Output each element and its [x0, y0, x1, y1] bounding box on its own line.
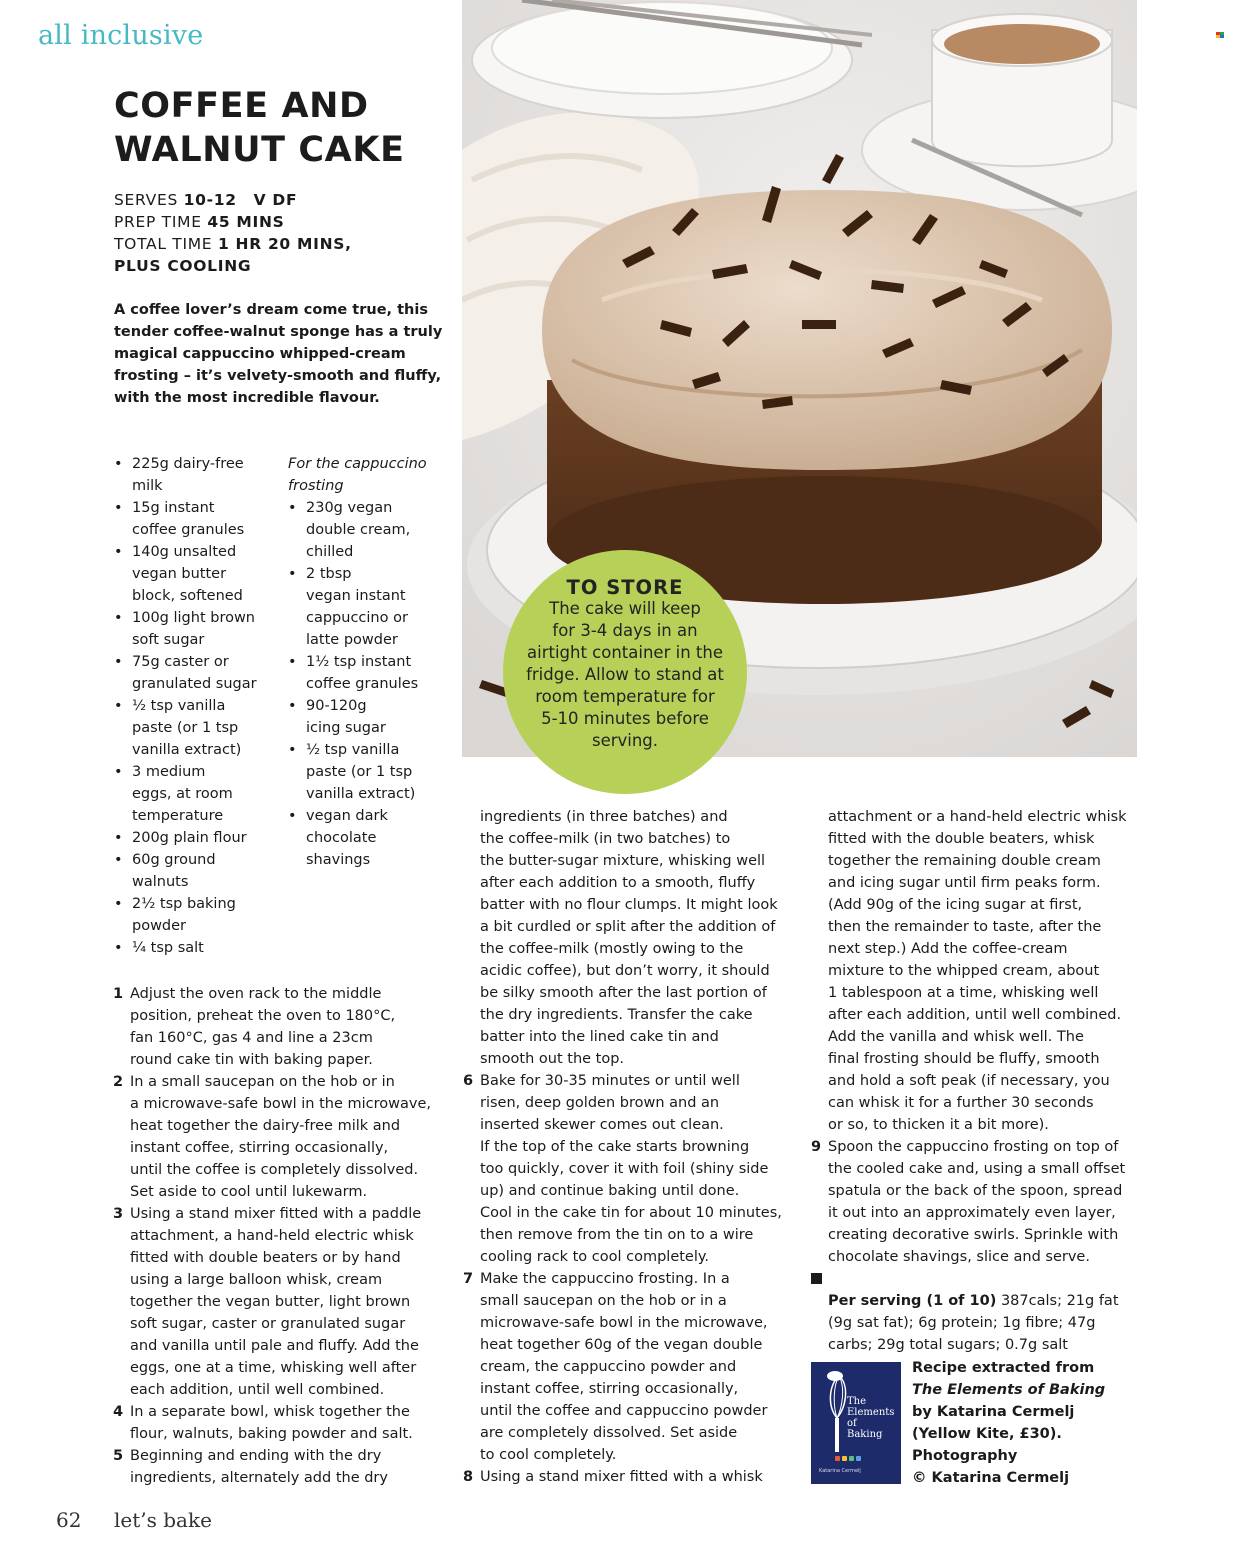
book-cover-title: The Elements of Baking	[847, 1396, 895, 1440]
nutrition-info: Per serving (1 of 10) 387cals; 21g fat (9g sat fat); 6g protein; 1g fibre; 47g carbs; 29g total sugars; 0.7g salt	[811, 1268, 1146, 1356]
ingredient-item: • 75g caster or granulated sugar	[114, 651, 284, 695]
ingredient-item: • 200g plain flour	[114, 827, 284, 849]
step-text: Beginning and ending with the dry ingredients, alternately add the dry	[130, 1448, 388, 1486]
page-number: 62	[56, 1508, 82, 1532]
frosting-heading: For the cappuccino frosting	[288, 456, 427, 494]
method-step	[113, 983, 448, 1071]
color-dot-icon	[835, 1456, 840, 1461]
step-text: ingredients (in three batches) and the coffee-milk (in two batches) to the butter-sugar mixture, whisking well after each addition to a smooth, fluffy batter with no flour clumps. It might look a bit curdled or split after the addition of the coffee-milk (mostly owing to the acidic coffee), but don’t worry, it should be silky smooth after the last portion of the dry ingredients. Transfer the cake batter into the lined cake tin and smooth out the top.	[480, 809, 778, 1067]
ingredient-item: • vegan dark chocolate shavings	[288, 805, 448, 871]
ingredient-item: • 100g light brown soft sugar	[114, 607, 284, 651]
book-cover-author: Katarina Cermelj	[819, 1468, 861, 1474]
color-dot-icon	[849, 1456, 854, 1461]
magazine-section-title: let’s bake	[114, 1508, 212, 1532]
step-text: In a small saucepan on the hob or in a microwave-safe bowl in the microwave, heat together the dairy-free milk and instant coffee, stirring occasionally, until the coffee is completely dissolved. Set aside to cool until lukewarm.	[130, 1074, 431, 1200]
step-number: 3	[113, 1206, 124, 1222]
ingredient-item: • 2 tbsp vegan instant cappuccino or latte powder	[288, 563, 448, 651]
prep-time-line: PREP TIME 45 MINS	[114, 213, 285, 231]
ingredient-item: • 140g unsalted vegan butter block, softened	[114, 541, 284, 607]
step-text: In a separate bowl, whisk together the flour, walnuts, baking powder and salt.	[130, 1404, 413, 1442]
ingredient-item: • 60g ground walnuts	[114, 849, 284, 893]
method-step	[113, 1445, 448, 1489]
step-text: Using a stand mixer fitted with a whisk	[480, 1469, 763, 1485]
step-text: attachment or a hand-held electric whisk fitted with the double beaters, whisk together the remaining double cream and icing sugar until firm peaks form. (Add 90g of the icing sugar at first, then the remainder to taste, after the next step.) Add the coffee-cream mixture to the whipped cream, about 1 tablespoon at a time, whisking well after each addition, until well combined. Add the vanilla and whisk well. The final frosting should be fluffy, smooth and hold a soft peak (if necessary, you can whisk it for a further 30 seconds or so, to thicken it a bit more).	[828, 809, 1127, 1133]
square-bullet-icon	[811, 1273, 822, 1284]
method-step	[113, 1203, 448, 1401]
method-step	[463, 1268, 803, 1466]
to-store-badge	[503, 550, 747, 794]
step-text: Spoon the cappuccino frosting on top of the cooled cake and, using a small offset spatula or the back of the spoon, spread it out into an approximately even layer, creating decorative swirls. Sprinkle with chocolate shavings, slice and serve.	[828, 1139, 1126, 1265]
section-tag: all inclusive	[38, 20, 204, 51]
diet-tags: V DF	[253, 191, 298, 209]
serves-line: SERVES 10-12 V DF	[114, 191, 298, 209]
ingredient-item: • ¼ tsp salt	[114, 937, 284, 959]
step-number: 4	[113, 1404, 124, 1420]
book-credit: Recipe extracted from The Elements of Baking by Katarina Cermelj (Yellow Kite, £30). Photography © Katarina Cermelj	[912, 1360, 1106, 1486]
step-number: 8	[463, 1469, 474, 1485]
recipe-intro: A coffee lover’s dream come true, this tender coffee-walnut sponge has a truly magical cappuccino whipped-cream frosting – it’s velvety-smooth and fluffy, with the most incredible flavour.	[114, 302, 443, 406]
to-store-text: The cake will keep for 3-4 days in an airtight container in the fridge. Allow to stand at room temperature for 5-10 minutes before serving.	[526, 599, 724, 750]
cake-ingredients-list	[114, 453, 284, 959]
step-text: Using a stand mixer fitted with a paddle attachment, a hand-held electric whisk fitted with double beaters or by hand using a large balloon whisk, cream together the vegan butter, light brown soft sugar, caster or granulated sugar and vanilla until pale and fluffy. Add the eggs, one at a time, whisking well after each addition, until well combined.	[130, 1206, 422, 1398]
step-text: Bake for 30-35 minutes or until well risen, deep golden brown and an inserted skewer comes out clean. If the top of the cake starts browning too quickly, cover it with foil (shiny side up) and continue baking until done. Cool in the cake tin for about 10 minutes, then remove from the tin on to a wire cooling rack to cool completely.	[480, 1073, 782, 1265]
step-number: 2	[113, 1074, 124, 1090]
step-number: 5	[113, 1448, 124, 1464]
color-dot-icon	[842, 1456, 847, 1461]
corner-logo-mark	[1216, 32, 1224, 38]
book-cover	[811, 1362, 901, 1484]
color-dot-icon	[856, 1456, 861, 1461]
ingredient-item: • ½ tsp vanilla paste (or 1 tsp vanilla extract)	[114, 695, 284, 761]
step-number: 9	[811, 1139, 822, 1155]
ingredient-item: • 15g instant coffee granules	[114, 497, 284, 541]
method-step	[113, 1401, 448, 1445]
method-column-3	[811, 806, 1146, 1356]
ingredient-item: • ½ tsp vanilla paste (or 1 tsp vanilla extract)	[288, 739, 448, 805]
ingredient-item: • 90-120g icing sugar	[288, 695, 448, 739]
method-step	[811, 1136, 1146, 1268]
to-store-title: TO STORE	[566, 576, 684, 599]
recipe-meta	[114, 189, 352, 277]
ingredient-item: • 3 medium eggs, at room temperature	[114, 761, 284, 827]
ingredient-item: • 225g dairy-free milk	[114, 453, 284, 497]
method-step	[463, 1466, 803, 1488]
method-column-1	[113, 983, 448, 1489]
method-step	[463, 1070, 803, 1268]
step-number: 7	[463, 1271, 474, 1287]
method-step	[113, 1071, 448, 1203]
total-time-line: TOTAL TIME 1 HR 20 MINS,	[114, 235, 352, 253]
ingredient-item: • 1½ tsp instant coffee granules	[288, 651, 448, 695]
step-number: 1	[113, 986, 124, 1002]
book-title: The Elements of Baking	[912, 1382, 1106, 1398]
method-column-2	[463, 806, 803, 1488]
total-time-extra: PLUS COOLING	[114, 257, 252, 275]
cappuccino-frosting	[542, 190, 1112, 470]
frosting-ingredients-list	[288, 497, 448, 871]
step-text: Adjust the oven rack to the middle position, preheat the oven to 180°C, fan 160°C, gas 4 and line a 23cm round cake tin with baking paper.	[130, 986, 396, 1068]
method-step	[811, 806, 1146, 1136]
step-text: Make the cappuccino frosting. In a small saucepan on the hob or in a microwave-safe bowl in the microwave, heat together 60g of the vegan double cream, the cappuccino powder and instant coffee, stirring occasionally, until the coffee and cappuccino powder are completely dissolved. Set aside to cool completely.	[480, 1271, 768, 1463]
ingredient-item: • 2½ tsp baking powder	[114, 893, 284, 937]
ingredient-item: • 230g vegan double cream, chilled	[288, 497, 448, 563]
method-step	[463, 806, 803, 1070]
recipe-title: COFFEE AND WALNUT CAKE	[114, 86, 405, 170]
step-number: 6	[463, 1073, 474, 1089]
